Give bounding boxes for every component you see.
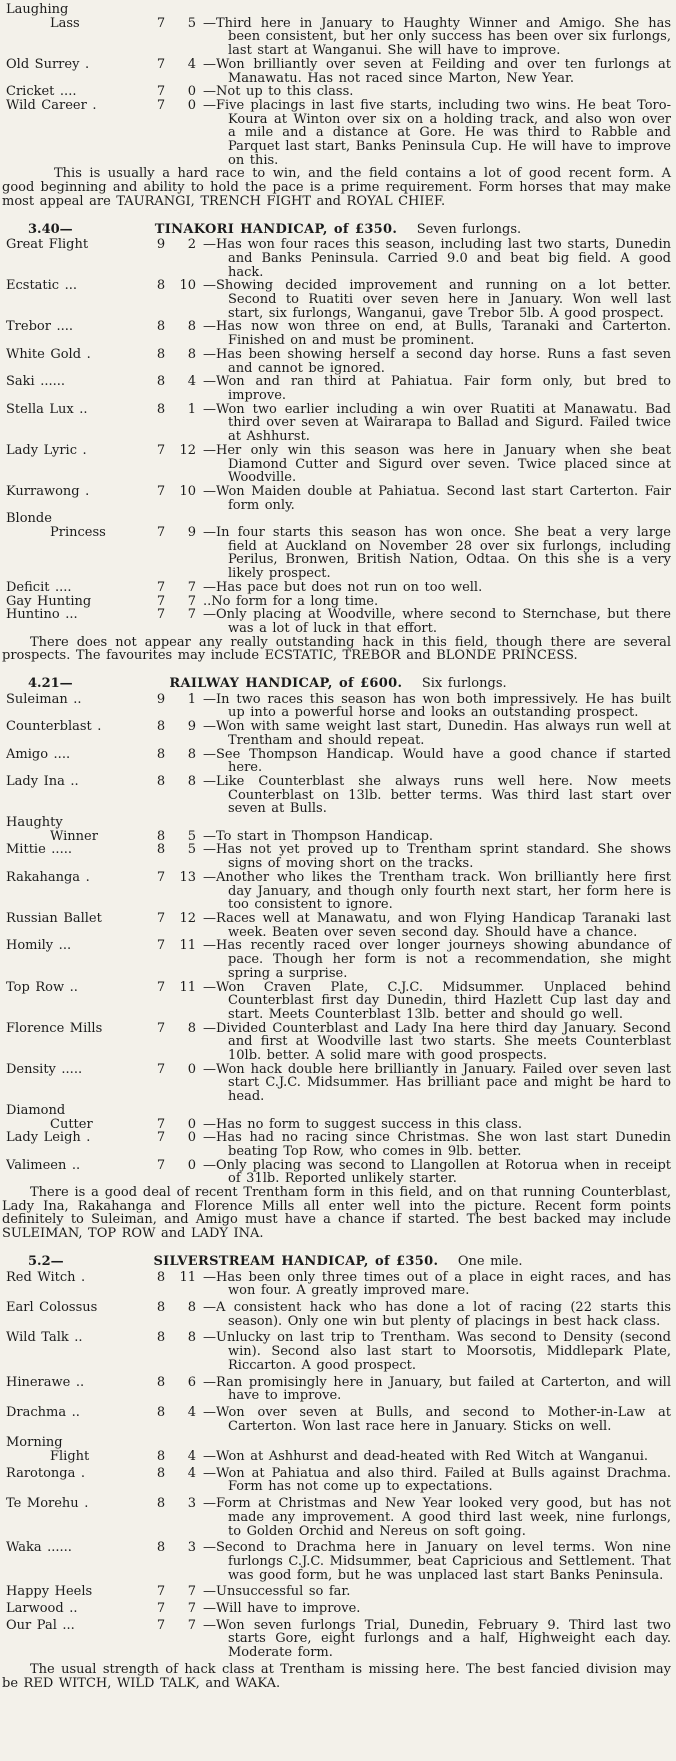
weight-pounds: 11 <box>179 938 196 954</box>
horse-name: Valimeen .. <box>6 1158 81 1173</box>
race-distance: Seven furlongs. <box>416 221 522 237</box>
race-section-silverstream <box>0 1255 676 1690</box>
weight-stone: 8 <box>156 1496 166 1512</box>
form-comment: —Not up to this class. <box>203 84 354 100</box>
horse-entry-row <box>0 1602 676 1616</box>
horse-entry-row <box>0 1331 676 1372</box>
weight-pounds: 8 <box>187 773 196 789</box>
horse-entry <box>0 1022 676 1063</box>
form-comment: —Won Maiden double at Pahiatua. Second last start Carterton. Fair form only. <box>203 483 671 513</box>
horse-entry <box>0 816 676 843</box>
horse-entry <box>0 1467 676 1494</box>
weight-stone: 7 <box>156 1116 166 1132</box>
horse-entry <box>0 1131 676 1158</box>
horse-entry-row <box>0 85 676 99</box>
weight-stone: 7 <box>156 938 166 954</box>
form-comment: —Has now won three on end, at Bulls, Taranaki and Carterton. Finished on and must be prominent. <box>203 319 671 349</box>
horse-entry <box>0 843 676 870</box>
weight-stone: 7 <box>156 911 166 926</box>
horse-name: Cutter <box>50 1117 93 1132</box>
weight-pounds: 1 <box>187 691 196 707</box>
weight-pounds: 7 <box>187 593 196 609</box>
form-comment: —Won hack double here brilliantly in January. Failed over seven last start C.J.C. Midsummer. Has brilliant pace and might be hard to head. <box>203 1061 671 1105</box>
form-comment: —Has been only three times out of a place in eight races, and has won four. A greatly improved mare. <box>203 1269 671 1299</box>
weight-stone: 8 <box>156 1299 166 1315</box>
weight-pounds: 7 <box>187 607 196 623</box>
weight-pounds: 0 <box>187 1061 196 1077</box>
form-comment: —Has pace but does not run on too well. <box>203 579 483 595</box>
form-comment: —Won at Pahiatua and also third. Failed at Bulls against Drachma. Form has not come up to expectations. <box>203 1465 671 1495</box>
weight-pounds: 0 <box>187 1116 196 1132</box>
horse-entry <box>0 512 676 581</box>
race-summary-paragraph: There does not appear any really outstanding hack in this field, though there are several prospects. The favourites may include ECSTATIC, TREBOR and BLONDE PRINCESS. <box>2 634 671 664</box>
horse-name: Te Morehu . <box>6 1497 89 1511</box>
form-comment: —Only placing at Woodville, where second to Sternchase, but there was a lot of luck in that effort. <box>203 607 671 636</box>
horse-entry <box>0 775 676 816</box>
weight-stone: 7 <box>156 1617 166 1633</box>
horse-entry-row <box>0 403 676 444</box>
horse-name: Winner <box>50 829 98 844</box>
horse-name: Saki ...... <box>6 375 66 389</box>
intro-section <box>0 3 676 209</box>
horse-name: Great Flight <box>6 238 89 252</box>
form-comment: —Unsuccessful so far. <box>203 1584 351 1600</box>
horse-name-top: Blonde <box>6 511 52 527</box>
horse-entry-row <box>0 320 676 347</box>
weight-stone: 7 <box>156 483 166 499</box>
weight-pounds: 8 <box>187 1020 196 1036</box>
horse-entry <box>0 85 676 99</box>
weight-stone: 7 <box>156 593 166 609</box>
horse-entry-row <box>0 981 676 1022</box>
weight-pounds: 4 <box>187 1404 196 1420</box>
horse-name: Counterblast . <box>6 720 102 734</box>
horse-entry-row <box>0 939 676 980</box>
weight-stone: 9 <box>156 691 166 707</box>
weight-stone: 7 <box>156 1130 166 1146</box>
horse-name: Top Row .. <box>6 980 78 995</box>
weight-pounds: 10 <box>179 278 196 294</box>
horse-entry <box>0 485 676 512</box>
form-comment: —Has no form to suggest success in this class. <box>203 1116 522 1132</box>
weight-pounds: 8 <box>187 1330 196 1346</box>
form-comment: —Third here in January to Haughty Winner and Amigo. She has been consistent, but her only success has been over six furlongs, last start at Wanganui. She will have to improve. <box>203 15 671 59</box>
form-comment: —A consistent hack who has done a lot of racing (22 starts this season). Only one win but plenty of placings in best hack class. <box>203 1299 671 1329</box>
race-summary-paragraph: There is a good deal of recent Trentham form in this field, and on that running Counterblast, Lady Ina, Rakahanga and Florence Mills all enter well into the picture. Recent form points definitely to Suleiman, and Amigo must have a chance if started. The best backed may include SULEIMAN, TOP ROW and LADY INA. <box>2 1185 671 1242</box>
form-comment: —Only placing was second to Llangollen at Rotorua when in receipt of 31lb. Reported unlikely starter. <box>203 1157 671 1187</box>
weight-stone: 8 <box>156 719 166 735</box>
horse-entry <box>0 693 676 720</box>
weight-pounds: 5 <box>187 15 196 31</box>
horse-entry-row <box>0 843 676 870</box>
horse-entry-row <box>0 1467 676 1494</box>
horse-name: Cricket .... <box>6 85 77 99</box>
horse-entry-row <box>0 748 676 775</box>
weight-pounds: 6 <box>187 1374 196 1390</box>
horse-name: Suleiman .. <box>6 692 82 707</box>
weight-pounds: 9 <box>187 719 196 735</box>
horse-name: White Gold . <box>6 347 91 362</box>
weight-stone: 7 <box>156 97 166 113</box>
weight-stone: 7 <box>156 1061 166 1077</box>
weight-pounds: 0 <box>187 84 196 100</box>
weight-pounds: 7 <box>187 1617 196 1633</box>
horse-entry <box>0 1063 676 1104</box>
form-comment: —Form at Christmas and New Year looked very good, but has not made any improvement. A good third last week, nine furlongs, to Golden Orchid and Nereus on soft going. <box>203 1496 671 1539</box>
weight-pounds: 12 <box>179 442 196 458</box>
horse-entry-row <box>0 375 676 402</box>
horse-entry-row <box>0 1159 676 1186</box>
weight-pounds: 13 <box>179 869 196 885</box>
weight-stone: 7 <box>156 56 166 72</box>
horse-entry-row <box>0 871 676 912</box>
horse-entry <box>0 1585 676 1599</box>
horse-name: Trebor .... <box>6 320 74 335</box>
race-title: RAILWAY HANDICAP, of £600. <box>169 676 403 692</box>
weight-pounds: 8 <box>187 746 196 762</box>
form-comment: —See Thompson Handicap. Would have a good chance if started here. <box>203 746 671 776</box>
horse-entry <box>0 1301 676 1328</box>
horse-name: Lady Ina .. <box>6 774 79 789</box>
horse-entry <box>0 939 676 980</box>
form-comment: —Won at Ashhurst and dead-heated with Red Witch at Wanganui. <box>203 1449 649 1465</box>
horse-name: Density ..... <box>6 1062 83 1077</box>
weight-stone: 8 <box>156 746 166 762</box>
form-comment: —Has been showing herself a second day horse. Runs a fast seven and cannot be ignored. <box>203 346 671 376</box>
horse-entry <box>0 1406 676 1433</box>
weight-stone: 8 <box>156 346 166 362</box>
horse-entry <box>0 748 676 775</box>
horse-name: Kurrawong . <box>6 484 90 499</box>
weight-stone: 8 <box>156 842 166 858</box>
form-comment: —Will have to improve. <box>203 1601 361 1617</box>
form-comment: —Has recently raced over longer journeys showing abundance of pace. Though her form is not a recommendation, she might spring a surprise. <box>203 938 671 981</box>
horse-name: Florence Mills <box>6 1021 103 1036</box>
horse-name: Wild Talk .. <box>6 1331 83 1346</box>
weight-pounds: 1 <box>187 401 196 417</box>
horse-name-top: Laughing <box>6 2 69 17</box>
horse-name: Happy Heels <box>6 1585 93 1600</box>
horse-entry <box>0 912 676 939</box>
horse-entry-row <box>0 279 676 320</box>
horse-name: Wild Career . <box>6 98 97 113</box>
horse-entry-row <box>0 581 676 595</box>
form-comment: —Won and ran third at Pahiatua. Fair form only, but bred to improve. <box>203 374 671 403</box>
horse-name: Hinerawe .. <box>6 1375 85 1390</box>
form-comment: —Won Craven Plate, C.J.C. Midsummer. Unplaced behind Counterblast first day Dunedin, third Hazlett Cup last day and start. Meets Counterblast 13lb. better and should go well. <box>203 979 671 1022</box>
horse-entry-row <box>0 1118 676 1132</box>
form-comment: —Has not yet proved up to Trentham sprint standard. She shows signs of moving short on the tracks. <box>203 842 671 872</box>
horse-entry-row <box>0 485 676 512</box>
horse-entry <box>0 3 676 58</box>
horse-entry <box>0 58 676 85</box>
weight-pounds: 11 <box>179 979 196 995</box>
horse-name: Amigo .... <box>6 747 71 762</box>
weight-pounds: 8 <box>187 346 196 362</box>
horse-entry-row <box>0 912 676 939</box>
form-comment: —Second to Drachma here in January on level terms. Won nine furlongs C.J.C. Midsummer, beat Capricious and Settlement. That was good form, but he was unplaced last start Banks Peninsula. <box>203 1540 671 1583</box>
weight-pounds: 8 <box>187 1299 196 1315</box>
horse-entry-row <box>0 595 676 609</box>
horse-entry <box>0 1104 676 1131</box>
weight-stone: 8 <box>156 278 166 294</box>
weight-stone: 8 <box>156 773 166 789</box>
weight-stone: 8 <box>156 1465 166 1481</box>
horse-entry <box>0 1541 676 1582</box>
horse-name: Old Surrey . <box>6 57 90 72</box>
horse-entry <box>0 1619 676 1660</box>
race-section-tinakori <box>0 223 676 664</box>
weight-stone: 7 <box>156 579 166 595</box>
weight-stone: 8 <box>156 1449 166 1465</box>
horse-entry <box>0 348 676 375</box>
horse-name: Earl Colossus <box>6 1300 98 1315</box>
horse-name: Lady Leigh . <box>6 1131 91 1145</box>
weight-stone: 8 <box>156 1330 166 1346</box>
horse-entry-row <box>0 1406 676 1433</box>
form-comment: —Has won four races this season, including last two starts, Dunedin and Banks Peninsula. Carried 9.0 and beat big field. A good hack. <box>203 237 671 280</box>
weight-pounds: 12 <box>179 911 196 926</box>
weight-pounds: 4 <box>187 374 196 390</box>
weight-stone: 8 <box>156 374 166 390</box>
race-section-railway <box>0 677 676 1241</box>
race-title: SILVERSTREAM HANDICAP, of £350. <box>153 1253 439 1269</box>
weight-pounds: 10 <box>179 483 196 499</box>
weight-pounds: 7 <box>187 1584 196 1600</box>
form-comment: —Won two earlier including a win over Ruatiti at Manawatu. Bad third over seven at Wairarapa to Ballad and Sigurd. Failed twice at Ashhurst. <box>203 401 671 445</box>
horse-entry <box>0 279 676 320</box>
race-header <box>0 677 676 691</box>
form-comment: —To start in Thompson Handicap. <box>203 828 434 844</box>
weight-pounds: 9 <box>187 525 196 541</box>
horse-entry <box>0 581 676 595</box>
horse-name: Flight <box>50 1450 90 1464</box>
horse-name: Red Witch . <box>6 1270 86 1285</box>
horse-entry-row <box>0 1022 676 1063</box>
weight-pounds: 0 <box>187 1130 196 1146</box>
horse-entry-row <box>0 608 676 635</box>
form-comment: —Has had no racing since Christmas. She won last start Dunedin beating Top Row, who comes in 9lb. better. <box>203 1130 671 1159</box>
horse-entry <box>0 238 676 279</box>
horse-entry-row <box>0 693 676 720</box>
weight-stone: 7 <box>156 1601 166 1617</box>
weight-stone: 8 <box>156 1404 166 1420</box>
form-comment: —In two races this season has won both impressively. He has built up into a powerful horse and looks an outstanding prospect. <box>203 691 671 721</box>
horse-name: Ecstatic ... <box>6 279 78 294</box>
race-header <box>0 1255 676 1269</box>
horse-name: Mittie ..... <box>6 843 72 858</box>
weight-stone: 8 <box>156 1269 166 1285</box>
horse-entry-row <box>0 1131 676 1158</box>
horse-name-top: Morning <box>6 1435 63 1451</box>
weight-pounds: 3 <box>187 1496 196 1512</box>
form-comment: —Five placings in last five starts, including two wins. He beat Toro-Koura at Winton over six on a holding track, and also won over a mile and a distance at Gore. He was third to Rabble and Parquet last start, Banks Peninsula Cup. He will have to improve on this. <box>203 97 671 168</box>
weight-pounds: 4 <box>187 56 196 72</box>
race-time: 5.2— <box>28 1253 64 1269</box>
form-comment: —Like Counterblast she always runs well here. Now meets Counterblast on 13lb. better terms. Was third last start over seven at Bulls. <box>203 773 671 817</box>
weight-pounds: 0 <box>187 1157 196 1173</box>
weight-stone: 7 <box>156 1157 166 1173</box>
weight-stone: 7 <box>156 525 166 541</box>
weight-pounds: 7 <box>187 1601 196 1617</box>
horse-entry <box>0 320 676 347</box>
horse-entry-row <box>0 1376 676 1403</box>
horse-name: Deficit .... <box>6 580 72 595</box>
horse-entry <box>0 1159 676 1186</box>
horse-entry-row <box>0 526 676 581</box>
weight-stone: 7 <box>156 1584 166 1600</box>
horse-name: Lady Lyric . <box>6 443 87 458</box>
horse-name: Waka ...... <box>6 1541 72 1555</box>
race-title: TINAKORI HANDICAP, of £350. <box>154 221 398 237</box>
form-comment: —Won with same weight last start, Dunedin. Has always run well at Trentham and should repeat. <box>203 719 671 748</box>
horse-entry-row <box>0 1541 676 1582</box>
weight-pounds: 4 <box>187 1465 196 1481</box>
horse-name: Larwood .. <box>6 1602 78 1616</box>
form-comment: —Won over seven at Bulls, and second to Mother-in-Law at Carterton. Won last race here in January. Sticks on well. <box>203 1404 671 1434</box>
horse-entry-row <box>0 1497 676 1538</box>
race-summary-paragraph: The usual strength of hack class at Trentham is missing here. The best fancied division may be RED WITCH, WILD TALK, and WAKA. <box>2 1661 671 1691</box>
weight-pounds: 8 <box>187 319 196 335</box>
horse-name: Drachma .. <box>6 1405 80 1420</box>
horse-entry-row <box>0 17 676 58</box>
horse-entry <box>0 375 676 402</box>
weight-stone: 7 <box>156 979 166 995</box>
weight-stone: 7 <box>156 607 166 623</box>
horse-entry-row <box>0 348 676 375</box>
weight-stone: 7 <box>156 442 166 458</box>
weight-stone: 8 <box>156 401 166 417</box>
horse-name: Princess <box>50 526 106 540</box>
weight-pounds: 4 <box>187 1449 196 1465</box>
horse-entry <box>0 1271 676 1298</box>
horse-entry <box>0 99 676 168</box>
horse-entry-row <box>0 444 676 485</box>
horse-name-top: Diamond <box>6 1102 66 1118</box>
horse-entry <box>0 608 676 635</box>
horse-name: Stella Lux .. <box>6 402 88 417</box>
form-comment: —Won brilliantly over seven at Feilding and over ten furlongs at Manawatu. Has not raced since Marton, New Year. <box>203 56 671 86</box>
horse-entry-row <box>0 1063 676 1104</box>
horse-name: Rarotonga . <box>6 1466 86 1481</box>
horse-name: Huntino ... <box>6 608 78 622</box>
horse-entry-row <box>0 1585 676 1599</box>
race-time: 3.40— <box>28 221 73 237</box>
horse-name: Rakahanga . <box>6 870 90 885</box>
horse-entry <box>0 1436 676 1463</box>
race-distance: One mile. <box>457 1253 523 1269</box>
horse-entry-row <box>0 1450 676 1464</box>
form-comment: —Another who likes the Trentham track. Won brilliantly here first day January, and though only fourth next start, her form here is too consistent to ignore. <box>203 869 671 913</box>
horse-entry <box>0 1331 676 1372</box>
weight-stone: 8 <box>156 828 166 844</box>
race-summary-paragraph: This is usually a hard race to win, and the field contains a lot of good recent form. A good beginning and ability to hold the pace is a prime requirement. Form horses that may make most appeal are TAURANGI, TRENCH FIGHT and ROYAL CHIEF. <box>2 166 671 209</box>
form-comment: —Ran promisingly here in January, but failed at Carterton, and will have to improve. <box>203 1374 671 1404</box>
form-comment: —Her only win this season was here in January when she beat Diamond Cutter and Sigurd over seven. Twice placed since at Woodville. <box>203 442 671 486</box>
horse-entry-row <box>0 1271 676 1298</box>
weight-stone: 7 <box>156 84 166 100</box>
weight-pounds: 2 <box>187 237 196 253</box>
weight-pounds: 7 <box>187 579 196 595</box>
form-comment: —Showing decided improvement and running on a lot better. Second to Ruatiti over seven here in January. Won well last start, six furlongs, Wanganui, gave Trebor 5lb. A good prospect. <box>203 278 671 321</box>
horse-entry <box>0 1602 676 1616</box>
horse-entry <box>0 1497 676 1538</box>
horse-entry-row <box>0 1619 676 1660</box>
weight-stone: 7 <box>156 15 166 31</box>
horse-entry <box>0 871 676 912</box>
weight-pounds: 5 <box>187 828 196 844</box>
horse-name: Lass <box>50 16 80 31</box>
horse-name: Homily ... <box>6 939 72 954</box>
form-comment: —Unlucky on last trip to Trentham. Was second to Density (second win). Second also last start to Moorsotis, Middlepark Plate, Riccarton. A good prospect. <box>203 1330 671 1373</box>
horse-name: Gay Hunting <box>6 594 92 609</box>
weight-pounds: 0 <box>187 97 196 113</box>
horse-entry <box>0 981 676 1022</box>
form-comment: —Won seven furlongs Trial, Dunedin, February 9. Third last two starts Gore, eight furlongs and a half, Highweight each day. Moderate form. <box>203 1617 671 1661</box>
weight-pounds: 11 <box>179 1269 196 1285</box>
horse-name: Our Pal ... <box>6 1618 75 1633</box>
horse-entry <box>0 720 676 747</box>
horse-entry-row <box>0 775 676 816</box>
horse-entry <box>0 1376 676 1403</box>
weight-pounds: 3 <box>187 1540 196 1556</box>
race-distance: Six furlongs. <box>421 676 507 692</box>
form-comment: —Races well at Manawatu, and won Flying Handicap Taranaki last week. Beaten over seven second day. Should have a chance. <box>203 911 671 940</box>
weight-stone: 7 <box>156 1020 166 1036</box>
horse-entry <box>0 403 676 444</box>
form-comment: ..No form for a long time. <box>203 593 379 609</box>
horse-entry-row <box>0 238 676 279</box>
race-time: 4.21— <box>28 676 73 692</box>
race-header <box>0 223 676 237</box>
horse-entry-row <box>0 720 676 747</box>
weight-stone: 8 <box>156 1540 166 1556</box>
horse-entry <box>0 595 676 609</box>
horse-entry-row <box>0 99 676 168</box>
weight-stone: 8 <box>156 319 166 335</box>
weight-stone: 8 <box>156 1374 166 1390</box>
weight-stone: 9 <box>156 237 166 253</box>
form-comment: —Divided Counterblast and Lady Ina here third day January. Second and first at Woodville last two starts. She meets Counterblast 10lb. better. A solid mare with good prospects. <box>203 1020 671 1064</box>
horse-name: Russian Ballet <box>6 912 102 926</box>
horse-entry-row <box>0 58 676 85</box>
form-comment: —In four starts this season has won once. She beat a very large field at Auckland on November 28 over six furlongs, including Perilus, Bronwen, British Nation, Odtaa. On this she is a very likely prospect. <box>203 525 671 582</box>
weight-stone: 7 <box>156 869 166 885</box>
horse-entry <box>0 444 676 485</box>
horse-entry-row <box>0 1301 676 1328</box>
horse-name-top: Haughty <box>6 815 63 831</box>
weight-pounds: 5 <box>187 842 196 858</box>
horse-entry-row <box>0 830 676 844</box>
